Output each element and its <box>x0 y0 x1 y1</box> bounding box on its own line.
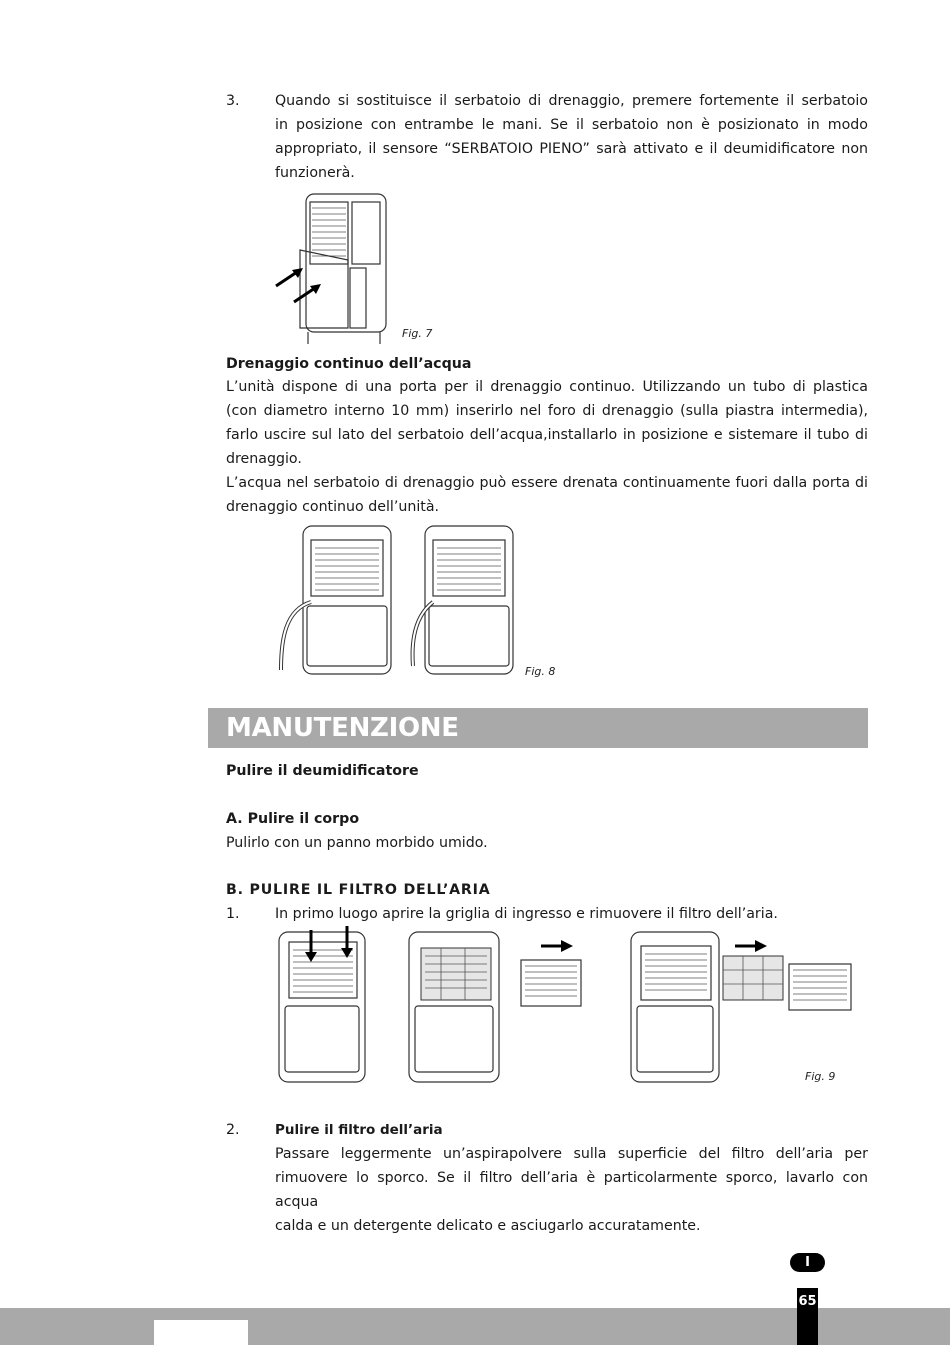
fig8-caption: Fig. 8 <box>525 665 556 678</box>
step2-title: Pulire il filtro dell’aria <box>275 1122 443 1138</box>
step3-line-3: appropriato, il sensore “SERBATOIO PIENO” sarà attivato e il deumidificatore non <box>275 141 868 157</box>
continuous-drain-title: Drenaggio continuo dell’acqua <box>226 356 472 372</box>
step3-line-1: Quando si sostituisce il serbatoio di drenaggio, premere fortemente il serbatoio <box>275 93 868 109</box>
step3-line-4: funzionerà. <box>275 165 355 181</box>
fig8-illustration <box>275 520 525 682</box>
clean-title: Pulire il deumidificatore <box>226 763 419 779</box>
drain-line-4: drenaggio. <box>226 451 302 467</box>
fig9-caption: Fig. 9 <box>805 1070 836 1083</box>
step3-line-2: in posizione con entrambe le mani. Se il serbatoio non è posizionato in modo <box>275 117 868 133</box>
drain-line-6: drenaggio continuo dell’unità. <box>226 499 440 515</box>
drain-line-3: farlo uscire sul lato del serbatoio dell’acqua,installarlo in posizione e sistemare il tubo di <box>226 427 868 443</box>
page-number: 65 <box>797 1288 818 1345</box>
step2-line-1: Passare leggermente un’aspirapolvere sulla superficie del filtro dell’aria per <box>275 1146 868 1162</box>
continuous-drain-text <box>226 375 868 519</box>
step3-number: 3. <box>226 93 240 109</box>
section-title: MANUTENZIONE <box>226 713 459 743</box>
language-badge: I <box>790 1253 825 1272</box>
fig7-caption: Fig. 7 <box>402 327 433 340</box>
drain-line-1: L’unità dispone di una porta per il drenaggio continuo. Utilizzando un tubo di plastica <box>226 379 868 395</box>
step3-text <box>275 89 868 185</box>
step1-text: In primo luogo aprire la griglia di ingresso e rimuovere il filtro dell’aria. <box>275 906 778 922</box>
clean-body-title: A. Pulire il corpo <box>226 811 360 827</box>
footer-box <box>154 1320 248 1345</box>
step2-number: 2. <box>226 1122 240 1138</box>
drain-line-5: L’acqua nel serbatoio di drenaggio può essere drenata continuamente fuori dalla porta di <box>226 475 868 491</box>
drain-line-2: (con diametro interno 10 mm) inserirlo nel foro di drenaggio (sulla piastra intermedia), <box>226 403 868 419</box>
clean-body-text: Pulirlo con un panno morbido umido. <box>226 835 488 851</box>
step2-text <box>275 1142 868 1238</box>
step2-line-2: rimuovere lo sporco. Se il filtro dell’aria è particolarmente sporco, lavarlo con acqua <box>275 1170 868 1210</box>
fig7-illustration <box>270 188 400 346</box>
step2-line-3: calda e un detergente delicato e asciugarlo accuratamente. <box>275 1218 701 1234</box>
fig9-illustration <box>275 926 865 1088</box>
step1-number: 1. <box>226 906 240 922</box>
clean-filter-title: B. PULIRE IL FILTRO DELL’ARIA <box>226 882 491 898</box>
